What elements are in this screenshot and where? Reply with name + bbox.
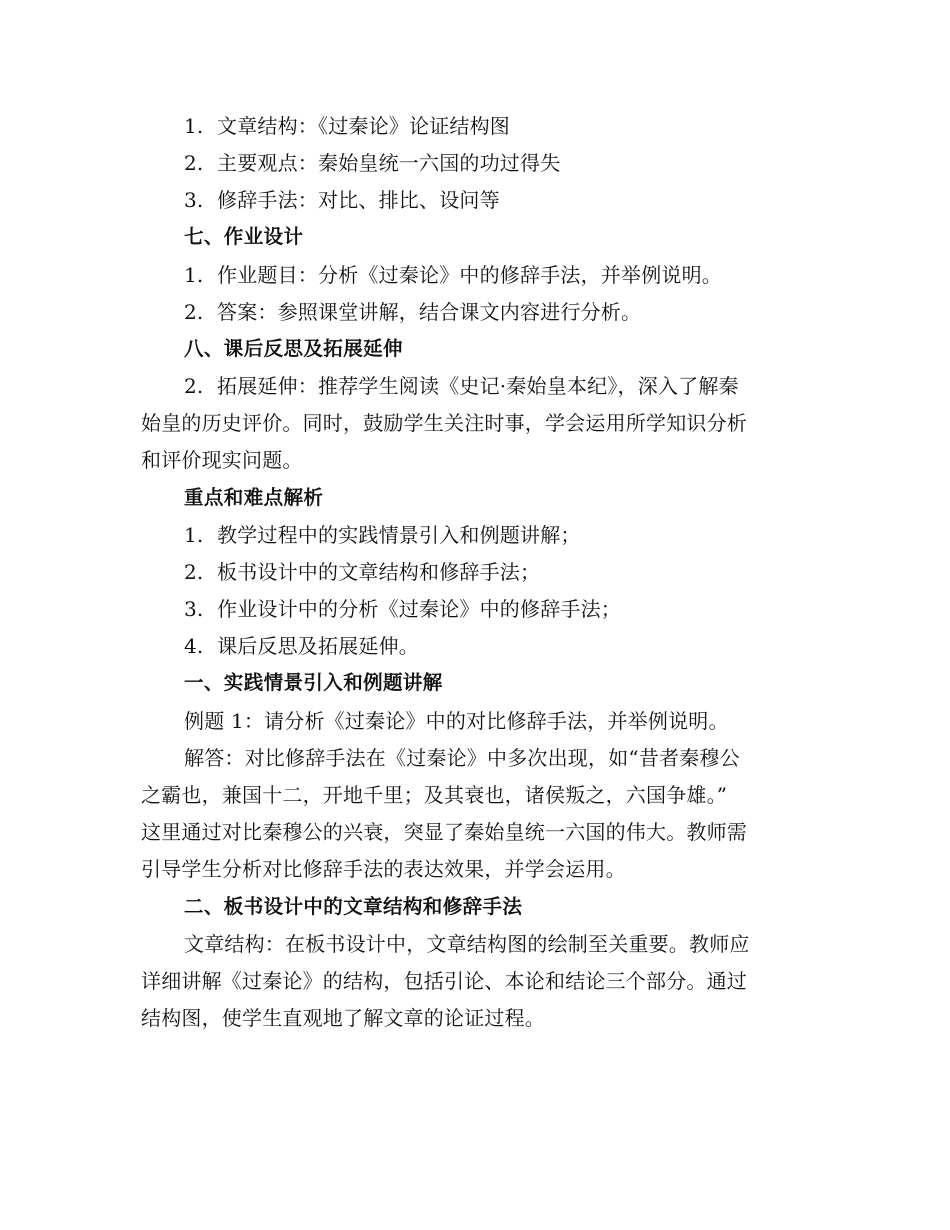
list-item	[184, 558, 540, 586]
list-text: 主要观点：秦始皇统一六国的功过得失	[217, 151, 561, 175]
list-text: 教学过程中的实践情景引入和例题讲解；	[217, 523, 581, 547]
section-heading: 八、课后反思及拓展延伸	[184, 337, 403, 360]
list-number: 3.	[184, 188, 204, 212]
list-number: 2.	[184, 560, 204, 584]
list-number: 4.	[184, 634, 204, 658]
paragraph-line: 引导学生分析对比修辞手法的表达效果，并学会运用。	[141, 857, 626, 881]
list-text: 作业题目：分析《过秦论》中的修辞手法，并举例说明。	[217, 263, 722, 287]
list-text: 板书设计中的文章结构和修辞手法；	[217, 560, 541, 584]
section-heading: 重点和难点解析	[184, 486, 324, 509]
list-item	[184, 595, 621, 623]
list-number: 1.	[184, 263, 204, 287]
list-text: 答案：参照课堂讲解，结合课文内容进行分析。	[217, 300, 642, 324]
paragraph-line: 和评价现实问题。	[141, 448, 303, 472]
list-number: 3.	[184, 597, 204, 621]
list-text: 课后反思及拓展延伸。	[217, 634, 419, 658]
section-heading: 七、作业设计	[184, 225, 304, 248]
section-heading: 二、板书设计中的文章结构和修辞手法	[184, 895, 523, 918]
list-item	[184, 298, 641, 326]
section-heading: 一、实践情景引入和例题讲解	[184, 671, 443, 694]
list-text: 修辞手法：对比、排比、设问等	[217, 188, 500, 212]
list-number: 1.	[184, 523, 204, 547]
paragraph-line: 之霸也，兼国十二，开地千里；及其衰也，诸侯叛之，六国争雄。”	[141, 783, 728, 807]
list-item	[184, 372, 739, 400]
list-item	[184, 261, 722, 289]
paragraph-line: 解答：对比修辞手法在《过秦论》中多次出现，如“昔者秦穆公	[184, 746, 740, 770]
paragraph-line: 始皇的历史评价。同时，鼓励学生关注时事，学会运用所学知识分析	[141, 411, 747, 435]
paragraph-line: 文章结构：在板书设计中，文章结构图的绘制至关重要。教师应	[184, 932, 750, 956]
paragraph-line: 这里通过对比秦穆公的兴衰，突显了秦始皇统一六国的伟大。教师需	[141, 820, 747, 844]
paragraph-line: 结构图，使学生直观地了解文章的论证过程。	[141, 1006, 545, 1030]
list-item	[184, 149, 560, 177]
list-number: 2.	[184, 374, 204, 398]
list-number: 2.	[184, 300, 204, 324]
list-text: 文章结构：《过秦论》论证结构图	[217, 114, 510, 138]
paragraph-line: 详细讲解《过秦论》的结构，包括引论、本论和结论三个部分。通过	[141, 969, 747, 993]
list-text: 作业设计中的分析《过秦论》中的修辞手法；	[217, 597, 621, 621]
list-item	[184, 632, 419, 660]
list-number: 2.	[184, 151, 204, 175]
list-item	[184, 112, 510, 140]
list-item	[184, 521, 581, 549]
list-item	[184, 186, 500, 214]
paragraph-line: 例题 1：请分析《过秦论》中的对比修辞手法，并举例说明。	[184, 709, 729, 733]
list-number: 1.	[184, 114, 204, 138]
list-text: 拓展延伸：推荐学生阅读《史记·秦始皇本纪》，深入了解秦	[217, 374, 739, 398]
